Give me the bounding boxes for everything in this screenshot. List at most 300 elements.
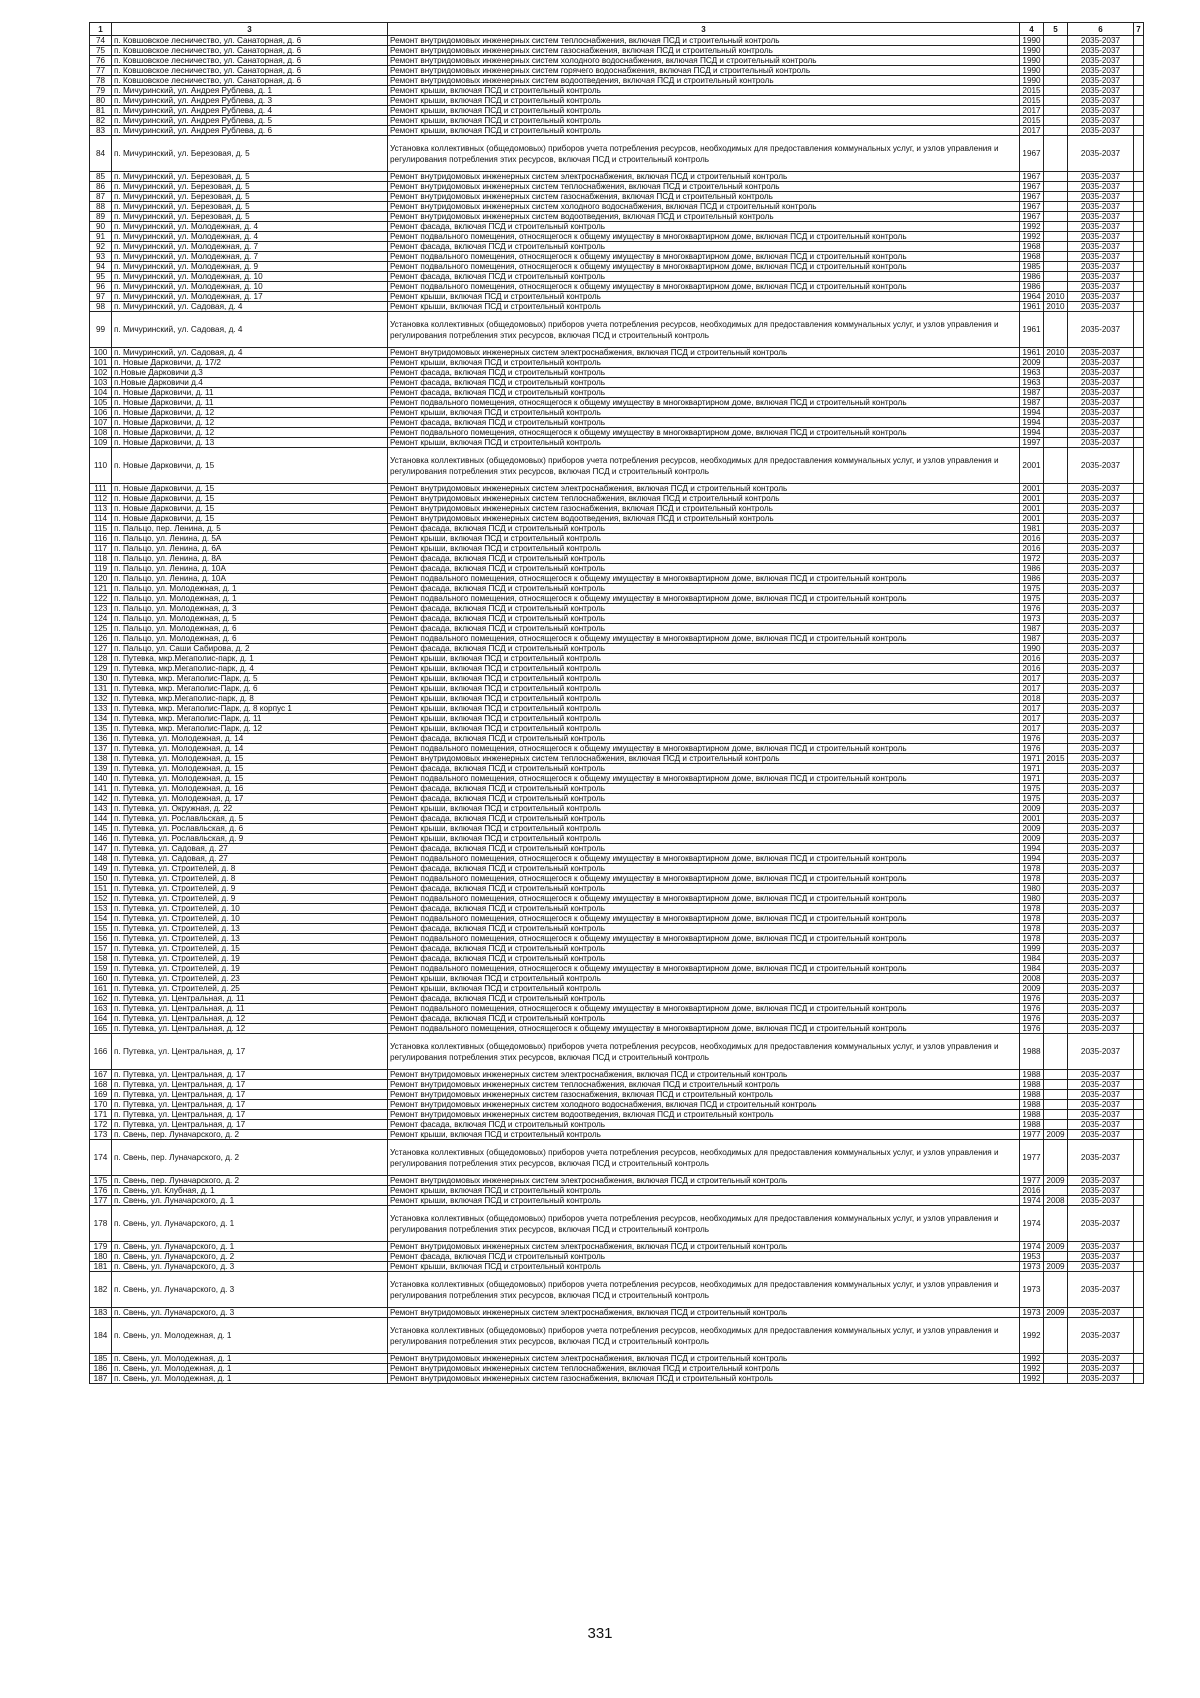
table-row	[90, 974, 1144, 984]
repair-period-cell: 2035-2037	[1068, 524, 1134, 534]
address-cell: п. Ковшовское лесничество, ул. Санаторная, д. 6	[112, 56, 388, 66]
repair-period-cell: 2035-2037	[1068, 232, 1134, 242]
repair-period-cell: 2035-2037	[1068, 272, 1134, 282]
build-year-cell: 2017	[1020, 724, 1044, 734]
note-cell	[1134, 272, 1144, 282]
row-number: 157	[90, 944, 112, 954]
address-cell: п. Мичуринский, ул. Андрея Рублева, д. 4	[112, 106, 388, 116]
table-row	[90, 46, 1144, 56]
last-repair-year-cell: 2009	[1044, 1176, 1068, 1186]
last-repair-year-cell	[1044, 864, 1068, 874]
last-repair-year-cell	[1044, 36, 1068, 46]
table-row	[90, 1354, 1144, 1364]
table-row	[90, 1014, 1144, 1024]
repair-period-cell: 2035-2037	[1068, 438, 1134, 448]
last-repair-year-cell	[1044, 524, 1068, 534]
row-number: 92	[90, 242, 112, 252]
last-repair-year-cell	[1044, 136, 1068, 172]
row-number: 187	[90, 1374, 112, 1384]
row-number: 97	[90, 292, 112, 302]
last-repair-year-cell	[1044, 1186, 1068, 1196]
row-number: 172	[90, 1120, 112, 1130]
build-year-cell: 2016	[1020, 1186, 1044, 1196]
row-number: 182	[90, 1272, 112, 1308]
repair-period-cell: 2035-2037	[1068, 1354, 1134, 1364]
table-row	[90, 76, 1144, 86]
repair-period-cell: 2035-2037	[1068, 604, 1134, 614]
build-year-cell: 1992	[1020, 232, 1044, 242]
table-row	[90, 388, 1144, 398]
repair-period-cell: 2035-2037	[1068, 824, 1134, 834]
note-cell	[1134, 66, 1144, 76]
last-repair-year-cell	[1044, 1318, 1068, 1354]
build-year-cell: 1994	[1020, 844, 1044, 854]
build-year-cell: 1992	[1020, 222, 1044, 232]
work-description-cell: Ремонт крыши, включая ПСД и строительный контроль	[388, 96, 1020, 106]
build-year-cell: 2015	[1020, 116, 1044, 126]
row-number: 174	[90, 1140, 112, 1176]
build-year-cell: 2016	[1020, 654, 1044, 664]
table-row	[90, 734, 1144, 744]
repair-period-cell: 2035-2037	[1068, 704, 1134, 714]
work-description-cell: Ремонт подвального помещения, относящегося к общему имуществу в многоквартирном доме, включая ПСД и строительный контроль	[388, 964, 1020, 974]
work-description-cell: Ремонт фасада, включая ПСД и строительный контроль	[388, 368, 1020, 378]
table-row	[90, 524, 1144, 534]
header-row	[90, 23, 1144, 36]
last-repair-year-cell	[1044, 794, 1068, 804]
repair-period-cell: 2035-2037	[1068, 1176, 1134, 1186]
address-cell: п. Путевка, ул. Центральная, д. 17	[112, 1120, 388, 1130]
note-cell	[1134, 574, 1144, 584]
address-cell: п. Пальцо, ул. Молодежная, д. 1	[112, 584, 388, 594]
build-year-cell: 1967	[1020, 172, 1044, 182]
address-cell: п. Путевка, ул. Центральная, д. 17	[112, 1034, 388, 1070]
row-number: 139	[90, 764, 112, 774]
repair-period-cell: 2035-2037	[1068, 46, 1134, 56]
repair-period-cell: 2035-2037	[1068, 1308, 1134, 1318]
note-cell	[1134, 964, 1144, 974]
work-description-cell: Ремонт подвального помещения, относящегося к общему имуществу в многоквартирном доме, включая ПСД и строительный контроль	[388, 262, 1020, 272]
row-number: 108	[90, 428, 112, 438]
last-repair-year-cell	[1044, 1364, 1068, 1374]
address-cell: п. Новые Дарковичи, д. 15	[112, 484, 388, 494]
row-number: 179	[90, 1242, 112, 1252]
last-repair-year-cell	[1044, 534, 1068, 544]
last-repair-year-cell: 2009	[1044, 1308, 1068, 1318]
address-cell: п. Путевка, ул. Центральная, д. 12	[112, 1024, 388, 1034]
table-row	[90, 1120, 1144, 1130]
build-year-cell: 1986	[1020, 564, 1044, 574]
repair-period-cell: 2035-2037	[1068, 584, 1134, 594]
note-cell	[1134, 604, 1144, 614]
row-number: 175	[90, 1176, 112, 1186]
work-description-cell: Ремонт фасада, включая ПСД и строительный контроль	[388, 242, 1020, 252]
repair-period-cell: 2035-2037	[1068, 312, 1134, 348]
repair-period-cell: 2035-2037	[1068, 388, 1134, 398]
table-row	[90, 884, 1144, 894]
work-description-cell: Ремонт фасада, включая ПСД и строительный контроль	[388, 1014, 1020, 1024]
work-description-cell: Ремонт фасада, включая ПСД и строительный контроль	[388, 624, 1020, 634]
work-description-cell: Ремонт внутридомовых инженерных систем газоснабжения, включая ПСД и строительный контроль	[388, 46, 1020, 56]
table-row	[90, 914, 1144, 924]
address-cell: п. Мичуринский, ул. Березовая, д. 5	[112, 202, 388, 212]
table-row	[90, 348, 1144, 358]
note-cell	[1134, 252, 1144, 262]
row-number: 148	[90, 854, 112, 864]
row-number: 149	[90, 864, 112, 874]
address-cell: п. Путевка, ул. Строителей, д. 8	[112, 864, 388, 874]
address-cell: п. Свень, ул. Молодежная, д. 1	[112, 1354, 388, 1364]
table-row	[90, 172, 1144, 182]
build-year-cell: 2017	[1020, 674, 1044, 684]
repair-period-cell: 2035-2037	[1068, 1120, 1134, 1130]
table-row	[90, 212, 1144, 222]
build-year-cell: 2001	[1020, 814, 1044, 824]
build-year-cell: 1985	[1020, 262, 1044, 272]
repair-period-cell: 2035-2037	[1068, 1364, 1134, 1374]
last-repair-year-cell	[1044, 398, 1068, 408]
note-cell	[1134, 438, 1144, 448]
build-year-cell: 1973	[1020, 1272, 1044, 1308]
build-year-cell: 1988	[1020, 1070, 1044, 1080]
address-cell: п. Мичуринский, ул. Молодежная, д. 4	[112, 232, 388, 242]
note-cell	[1134, 994, 1144, 1004]
last-repair-year-cell	[1044, 624, 1068, 634]
last-repair-year-cell	[1044, 222, 1068, 232]
repair-period-cell: 2035-2037	[1068, 514, 1134, 524]
work-description-cell: Ремонт крыши, включая ПСД и строительный контроль	[388, 358, 1020, 368]
work-description-cell: Ремонт внутридомовых инженерных систем газоснабжения, включая ПСД и строительный контроль	[388, 504, 1020, 514]
last-repair-year-cell	[1044, 594, 1068, 604]
table-row	[90, 1262, 1144, 1272]
row-number: 164	[90, 1014, 112, 1024]
build-year-cell: 1961	[1020, 312, 1044, 348]
build-year-cell: 1964	[1020, 292, 1044, 302]
row-number: 89	[90, 212, 112, 222]
note-cell	[1134, 106, 1144, 116]
table-row	[90, 794, 1144, 804]
work-description-cell: Ремонт крыши, включая ПСД и строительный контроль	[388, 116, 1020, 126]
note-cell	[1134, 36, 1144, 46]
table-row	[90, 634, 1144, 644]
last-repair-year-cell	[1044, 1110, 1068, 1120]
work-description-cell: Ремонт крыши, включая ПСД и строительный контроль	[388, 664, 1020, 674]
work-description-cell: Ремонт внутридомовых инженерных систем горячего водоснабжения, включая ПСД и строительный контроль	[388, 66, 1020, 76]
build-year-cell: 1973	[1020, 1262, 1044, 1272]
build-year-cell: 1994	[1020, 854, 1044, 864]
note-cell	[1134, 704, 1144, 714]
address-cell: п. Ковшовское лесничество, ул. Санаторная, д. 6	[112, 76, 388, 86]
last-repair-year-cell	[1044, 368, 1068, 378]
build-year-cell: 2001	[1020, 514, 1044, 524]
note-cell	[1134, 126, 1144, 136]
table-row	[90, 1090, 1144, 1100]
address-cell: п. Свень, ул. Молодежная, д. 1	[112, 1318, 388, 1354]
row-number: 101	[90, 358, 112, 368]
last-repair-year-cell	[1044, 514, 1068, 524]
row-number: 110	[90, 448, 112, 484]
last-repair-year-cell	[1044, 774, 1068, 784]
note-cell	[1134, 116, 1144, 126]
header-cell: 7	[1134, 23, 1144, 36]
note-cell	[1134, 684, 1144, 694]
build-year-cell: 1987	[1020, 388, 1044, 398]
build-year-cell: 1994	[1020, 418, 1044, 428]
last-repair-year-cell: 2010	[1044, 348, 1068, 358]
work-description-cell: Установка коллективных (общедомовых) приборов учета потребления ресурсов, необходимых для предоставления коммунальных услуг, и узлов управления и регулирования потребления этих ресурсов, включая ПСД и строительный контроль	[388, 448, 1020, 484]
last-repair-year-cell	[1044, 904, 1068, 914]
address-cell: п. Путевка, ул. Центральная, д. 17	[112, 1100, 388, 1110]
table-row	[90, 714, 1144, 724]
repair-period-cell: 2035-2037	[1068, 172, 1134, 182]
repair-period-cell: 2035-2037	[1068, 242, 1134, 252]
table-row	[90, 704, 1144, 714]
header-cell: 3	[112, 23, 388, 36]
row-number: 140	[90, 774, 112, 784]
note-cell	[1134, 564, 1144, 574]
note-cell	[1134, 1318, 1144, 1354]
last-repair-year-cell	[1044, 614, 1068, 624]
last-repair-year-cell	[1044, 914, 1068, 924]
repair-period-cell: 2035-2037	[1068, 36, 1134, 46]
note-cell	[1134, 358, 1144, 368]
row-number: 79	[90, 86, 112, 96]
table-row	[90, 744, 1144, 754]
build-year-cell: 2017	[1020, 126, 1044, 136]
work-description-cell: Ремонт подвального помещения, относящегося к общему имуществу в многоквартирном доме, включая ПСД и строительный контроль	[388, 428, 1020, 438]
last-repair-year-cell	[1044, 106, 1068, 116]
work-description-cell: Ремонт подвального помещения, относящегося к общему имуществу в многоквартирном доме, включая ПСД и строительный контроль	[388, 252, 1020, 262]
work-description-cell: Ремонт внутридомовых инженерных систем электроснабжения, включая ПСД и строительный контроль	[388, 1176, 1020, 1186]
last-repair-year-cell	[1044, 654, 1068, 664]
table-row	[90, 764, 1144, 774]
work-description-cell: Ремонт внутридомовых инженерных систем теплоснабжения, включая ПСД и строительный контроль	[388, 182, 1020, 192]
row-number: 171	[90, 1110, 112, 1120]
work-description-cell: Ремонт крыши, включая ПСД и строительный контроль	[388, 1196, 1020, 1206]
work-description-cell: Ремонт фасада, включая ПСД и строительный контроль	[388, 784, 1020, 794]
note-cell	[1134, 136, 1144, 172]
last-repair-year-cell	[1044, 1090, 1068, 1100]
row-number: 165	[90, 1024, 112, 1034]
work-description-cell: Ремонт крыши, включая ПСД и строительный контроль	[388, 714, 1020, 724]
last-repair-year-cell	[1044, 172, 1068, 182]
repair-period-cell: 2035-2037	[1068, 1130, 1134, 1140]
build-year-cell: 1967	[1020, 212, 1044, 222]
repair-period-cell: 2035-2037	[1068, 66, 1134, 76]
work-description-cell: Ремонт фасада, включая ПСД и строительный контроль	[388, 994, 1020, 1004]
work-description-cell: Ремонт фасада, включая ПСД и строительный контроль	[388, 944, 1020, 954]
address-cell: п. Новые Дарковичи, д. 15	[112, 514, 388, 524]
work-description-cell: Ремонт подвального помещения, относящегося к общему имуществу в многоквартирном доме, включая ПСД и строительный контроль	[388, 232, 1020, 242]
repair-period-cell: 2035-2037	[1068, 418, 1134, 428]
last-repair-year-cell	[1044, 126, 1068, 136]
note-cell	[1134, 1090, 1144, 1100]
last-repair-year-cell	[1044, 814, 1068, 824]
table-row	[90, 984, 1144, 994]
build-year-cell: 2009	[1020, 804, 1044, 814]
address-cell: п. Путевка, ул. Строителей, д. 19	[112, 964, 388, 974]
repair-period-cell: 2035-2037	[1068, 984, 1134, 994]
build-year-cell: 1974	[1020, 1196, 1044, 1206]
work-description-cell: Установка коллективных (общедомовых) приборов учета потребления ресурсов, необходимых для предоставления коммунальных услуг, и узлов управления и регулирования потребления этих ресурсов, включая ПСД и строительный контроль	[388, 1034, 1020, 1070]
last-repair-year-cell	[1044, 1100, 1068, 1110]
repair-period-cell: 2035-2037	[1068, 664, 1134, 674]
repair-period-cell: 2035-2037	[1068, 1242, 1134, 1252]
work-description-cell: Ремонт фасада, включая ПСД и строительный контроль	[388, 614, 1020, 624]
last-repair-year-cell	[1044, 924, 1068, 934]
work-description-cell: Ремонт крыши, включая ПСД и строительный контроль	[388, 544, 1020, 554]
last-repair-year-cell	[1044, 86, 1068, 96]
row-number: 86	[90, 182, 112, 192]
row-number: 185	[90, 1354, 112, 1364]
work-description-cell: Ремонт фасада, включая ПСД и строительный контроль	[388, 904, 1020, 914]
repair-period-cell: 2035-2037	[1068, 252, 1134, 262]
work-description-cell: Ремонт подвального помещения, относящегося к общему имуществу в многоквартирном доме, включая ПСД и строительный контроль	[388, 874, 1020, 884]
work-description-cell: Ремонт крыши, включая ПСД и строительный контроль	[388, 1130, 1020, 1140]
table-row	[90, 272, 1144, 282]
row-number: 158	[90, 954, 112, 964]
repair-period-cell: 2035-2037	[1068, 56, 1134, 66]
note-cell	[1134, 634, 1144, 644]
address-cell: п. Свень, ул. Луначарского, д. 3	[112, 1308, 388, 1318]
note-cell	[1134, 1354, 1144, 1364]
note-cell	[1134, 262, 1144, 272]
repair-period-cell: 2035-2037	[1068, 76, 1134, 86]
table-row	[90, 594, 1144, 604]
address-cell: п. Новые Дарковичи, д. 12	[112, 408, 388, 418]
address-cell: п. Мичуринский, ул. Андрея Рублева, д. 6	[112, 126, 388, 136]
note-cell	[1134, 924, 1144, 934]
table-row	[90, 964, 1144, 974]
last-repair-year-cell	[1044, 954, 1068, 964]
address-cell: п. Свень, ул. Луначарского, д. 3	[112, 1272, 388, 1308]
last-repair-year-cell: 2009	[1044, 1130, 1068, 1140]
address-cell: п. Пальцо, ул. Молодежная, д. 6	[112, 634, 388, 644]
repair-period-cell: 2035-2037	[1068, 754, 1134, 764]
table-row	[90, 944, 1144, 954]
build-year-cell: 1992	[1020, 1318, 1044, 1354]
work-description-cell: Ремонт крыши, включая ПСД и строительный контроль	[388, 654, 1020, 664]
last-repair-year-cell	[1044, 844, 1068, 854]
last-repair-year-cell	[1044, 504, 1068, 514]
work-description-cell: Ремонт внутридомовых инженерных систем электроснабжения, включая ПСД и строительный контроль	[388, 1242, 1020, 1252]
row-number: 166	[90, 1034, 112, 1070]
table-row	[90, 1186, 1144, 1196]
last-repair-year-cell	[1044, 994, 1068, 1004]
address-cell: п. Путевка, ул. Центральная, д. 11	[112, 1004, 388, 1014]
row-number: 129	[90, 664, 112, 674]
work-description-cell: Ремонт фасада, включая ПСД и строительный контроль	[388, 954, 1020, 964]
last-repair-year-cell	[1044, 694, 1068, 704]
address-cell: п. Путевка, ул. Строителей, д. 13	[112, 924, 388, 934]
note-cell	[1134, 614, 1144, 624]
page-number: 331	[587, 1625, 613, 1642]
work-description-cell: Ремонт внутридомовых инженерных систем газоснабжения, включая ПСД и строительный контроль	[388, 1090, 1020, 1100]
build-year-cell: 2016	[1020, 534, 1044, 544]
note-cell	[1134, 202, 1144, 212]
row-number: 155	[90, 924, 112, 934]
row-number: 147	[90, 844, 112, 854]
row-number: 153	[90, 904, 112, 914]
header-cell: 6	[1068, 23, 1134, 36]
address-cell: п. Путевка, ул. Строителей, д. 13	[112, 934, 388, 944]
row-number: 135	[90, 724, 112, 734]
repair-period-cell: 2035-2037	[1068, 774, 1134, 784]
repair-period-cell: 2035-2037	[1068, 944, 1134, 954]
note-cell	[1134, 504, 1144, 514]
table-row	[90, 554, 1144, 564]
build-year-cell: 1967	[1020, 136, 1044, 172]
work-description-cell: Ремонт крыши, включая ПСД и строительный контроль	[388, 534, 1020, 544]
repair-period-cell: 2035-2037	[1068, 182, 1134, 192]
table-row	[90, 1196, 1144, 1206]
note-cell	[1134, 834, 1144, 844]
repair-period-cell: 2035-2037	[1068, 744, 1134, 754]
address-cell: п. Свень, ул. Клубная, д. 1	[112, 1186, 388, 1196]
row-number: 176	[90, 1186, 112, 1196]
note-cell	[1134, 854, 1144, 864]
table-row	[90, 774, 1144, 784]
address-cell: п. Пальцо, пер. Ленина, д. 5	[112, 524, 388, 534]
last-repair-year-cell	[1044, 1004, 1068, 1014]
build-year-cell: 1990	[1020, 66, 1044, 76]
row-number: 98	[90, 302, 112, 312]
note-cell	[1134, 794, 1144, 804]
address-cell: п. Пальцо, ул. Ленина, д. 6А	[112, 544, 388, 554]
table-row	[90, 86, 1144, 96]
repair-period-cell: 2035-2037	[1068, 674, 1134, 684]
build-year-cell: 1975	[1020, 594, 1044, 604]
note-cell	[1134, 418, 1144, 428]
build-year-cell: 2017	[1020, 684, 1044, 694]
note-cell	[1134, 86, 1144, 96]
repair-period-cell: 2035-2037	[1068, 1080, 1134, 1090]
row-number: 131	[90, 684, 112, 694]
work-description-cell: Ремонт подвального помещения, относящегося к общему имуществу в многоквартирном доме, включая ПСД и строительный контроль	[388, 594, 1020, 604]
repair-period-cell: 2035-2037	[1068, 1206, 1134, 1242]
repair-period-cell: 2035-2037	[1068, 654, 1134, 664]
repair-period-cell: 2035-2037	[1068, 116, 1134, 126]
note-cell	[1134, 292, 1144, 302]
table-row	[90, 96, 1144, 106]
address-cell: п. Новые Дарковичи, д. 17/2	[112, 358, 388, 368]
header-cell: 1	[90, 23, 112, 36]
address-cell: п. Путевка, ул. Строителей, д. 9	[112, 884, 388, 894]
row-number: 102	[90, 368, 112, 378]
last-repair-year-cell	[1044, 824, 1068, 834]
table-row	[90, 418, 1144, 428]
address-cell: п. Путевка, мкр. Мегаполис-Парк, д. 6	[112, 684, 388, 694]
build-year-cell: 1988	[1020, 1080, 1044, 1090]
address-cell: п.Новые Дарковичи д.4	[112, 378, 388, 388]
note-cell	[1134, 484, 1144, 494]
build-year-cell: 1987	[1020, 634, 1044, 644]
address-cell: п. Пальцо, ул. Молодежная, д. 6	[112, 624, 388, 634]
note-cell	[1134, 814, 1144, 824]
last-repair-year-cell	[1044, 408, 1068, 418]
last-repair-year-cell	[1044, 96, 1068, 106]
row-number: 186	[90, 1364, 112, 1374]
last-repair-year-cell	[1044, 934, 1068, 944]
note-cell	[1134, 1100, 1144, 1110]
repair-period-cell: 2035-2037	[1068, 784, 1134, 794]
build-year-cell: 1980	[1020, 894, 1044, 904]
build-year-cell: 1961	[1020, 302, 1044, 312]
work-description-cell: Ремонт внутридомовых инженерных систем теплоснабжения, включая ПСД и строительный контроль	[388, 36, 1020, 46]
work-description-cell: Ремонт крыши, включая ПСД и строительный контроль	[388, 684, 1020, 694]
note-cell	[1134, 914, 1144, 924]
note-cell	[1134, 1140, 1144, 1176]
